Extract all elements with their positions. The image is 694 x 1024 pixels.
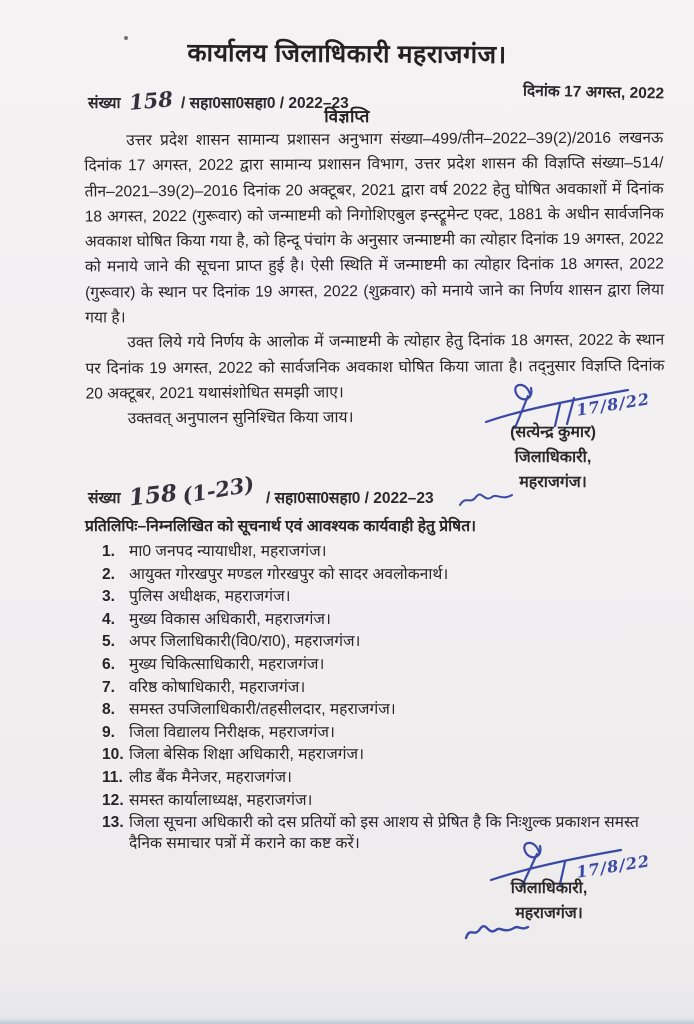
handwritten-copy-range: (1-23) [180, 470, 257, 509]
ref-prefix: संख्या [88, 95, 121, 112]
ref2-suffix: / सहा0सा0सहा0 / 2022–23 [265, 490, 434, 507]
paragraph-3: उक्तवत् अनुपालन सुनिश्चित किया जाय। [127, 409, 354, 428]
handwritten-ref-number-2: 158 [127, 479, 179, 512]
signatory-place: महराजगंज। [519, 474, 587, 491]
signature-block-officer [438, 378, 668, 511]
ink-scribble [456, 491, 520, 511]
handwritten-date: 17/8/22 [574, 851, 652, 882]
list-item: 4. मुख्य विकास अधिकारी, महराजगंज। [102, 610, 331, 628]
list-item: 9. जिला विद्यालय निरीक्षक, महराजगंज। [102, 723, 335, 741]
ref2-prefix: संख्या [88, 490, 121, 507]
paragraph-1: उत्तर प्रदेश शासन सामान्य प्रशासन अनुभाग संख्या–499/तीन–2022–39(2)/2016 लखनऊ दिनांक 17 अगस्त, 2022 द्वारा सामान्य प्रशासन विभाग, उत्तर प्रदेश शासन की विज्ञप्ति संख्या–514/तीन–2021–39(2)–2016 दिनांक 20 अक्टूबर, 2021 द्वारा वर्ष 2022 हेतु घोषित अवकाशों में दिनांक 18 अगस्त, 2022 (गुरूवार) को जन्माष्टमी को निगोशिएबुल इन्स्ट्रूमेन्ट एक्ट, 1881 के अधीन सार्वजनिक अवकाश घोषित किया गया है, को हिन्दू पंचांग के अनुसार जन्माष्टमी का त्योहार दिनांक 19 अगस्त, 2022 को मनाये जाने की सूचना प्राप्त हुई है। ऐसी स्थिति में जन्माष्टमी का त्योहार दिनांक 18 अगस्त, 2022 (गुरूवार) के स्थान पर दिनांक 19 अगस्त, 2022 (शुक्रवार) को मनाये जाने का निर्णय शासन द्वारा लिया गया है। [84, 129, 665, 327]
copy-distribution-line: प्रतिलिपिः–निम्नलिखित को सूचनार्थ एवं आवश्यक कार्यवाही हेतु प्रेषित। [85, 518, 476, 535]
signatory-name: (सत्येन्द्र कुमार) [510, 424, 596, 441]
ref-number-line-2 [88, 470, 434, 512]
scan-bottom-edge [0, 1018, 694, 1024]
list-item: 11. लीड बैंक मैनेजर, महराजगंज। [102, 768, 292, 786]
list-item: 1. मा0 जनपद न्यायाधीश, महराजगंज। [102, 543, 327, 560]
list-item: 10. जिला बेसिक शिक्षा अधिकारी, महराजगंज। [102, 746, 365, 764]
list-item: 7. वरिष्ठ कोषाधिकारी, महराजगंज। [102, 678, 306, 696]
signatory-designation: जिलाधिकारी, [510, 880, 588, 897]
office-title: कार्यालय जिलाधिकारी महराजगंज। [187, 38, 507, 70]
paragraph-2: उक्त लिये गये निर्णय के आलोक में जन्माष्टमी के त्योहार हेतु दिनांक 18 अगस्त, 2022 के स्थान पर दिनांक 19 अगस्त, 2022 को सार्वजनिक अवकाश घोषित किया जाता है। तद्नुसार विज्ञप्ति दिनांक 20 अक्टूबर, 2021 यथासंशोधित समझी जाए। [85, 331, 665, 403]
list-item: 5. अपर जिलाधिकारी(वि0/रा0), महराजगंज। [102, 633, 361, 651]
notice-heading: विज्ञप्ति [324, 107, 370, 126]
signatory-designation: जिलाधिकारी, [514, 449, 592, 466]
list-item: 2. आयुक्त गोरखपुर मण्डल गोरखपुर को सादर अवलोकनार्थ। [102, 565, 449, 583]
signatory-place: महराजगंज। [515, 905, 583, 922]
handwritten-ref-number: 158 [127, 86, 174, 115]
signature-block-bottom [444, 838, 654, 944]
ref-suffix: / सहा0सा0सहा0 / 2022–23 [181, 95, 349, 112]
list-item: 13. जिला सूचना अधिकारी को दस प्रतियों को इस आशय से प्रेषित है कि निःशुल्क प्रकाशन समस्त दैनिक समाचार पत्रों में कराने का कष्ट करें। [102, 814, 639, 853]
list-item: 3. पुलिस अधीक्षक, महराजगंज। [102, 588, 291, 606]
recipient-list [102, 541, 668, 856]
list-item: 12. समस्त कार्यालाध्यक्ष, महराजगंज। [102, 791, 313, 809]
list-item: 6. मुख्य चिकित्साधिकारी, महराजगंज। [102, 655, 325, 673]
list-item: 8. समस्त उपजिलाधिकारी/तहसीलदार, महराजगंज। [102, 701, 396, 719]
date-line: दिनांक 17 अगस्त, 2022 [522, 82, 665, 103]
handwritten-date: 17/8/22 [574, 389, 652, 420]
